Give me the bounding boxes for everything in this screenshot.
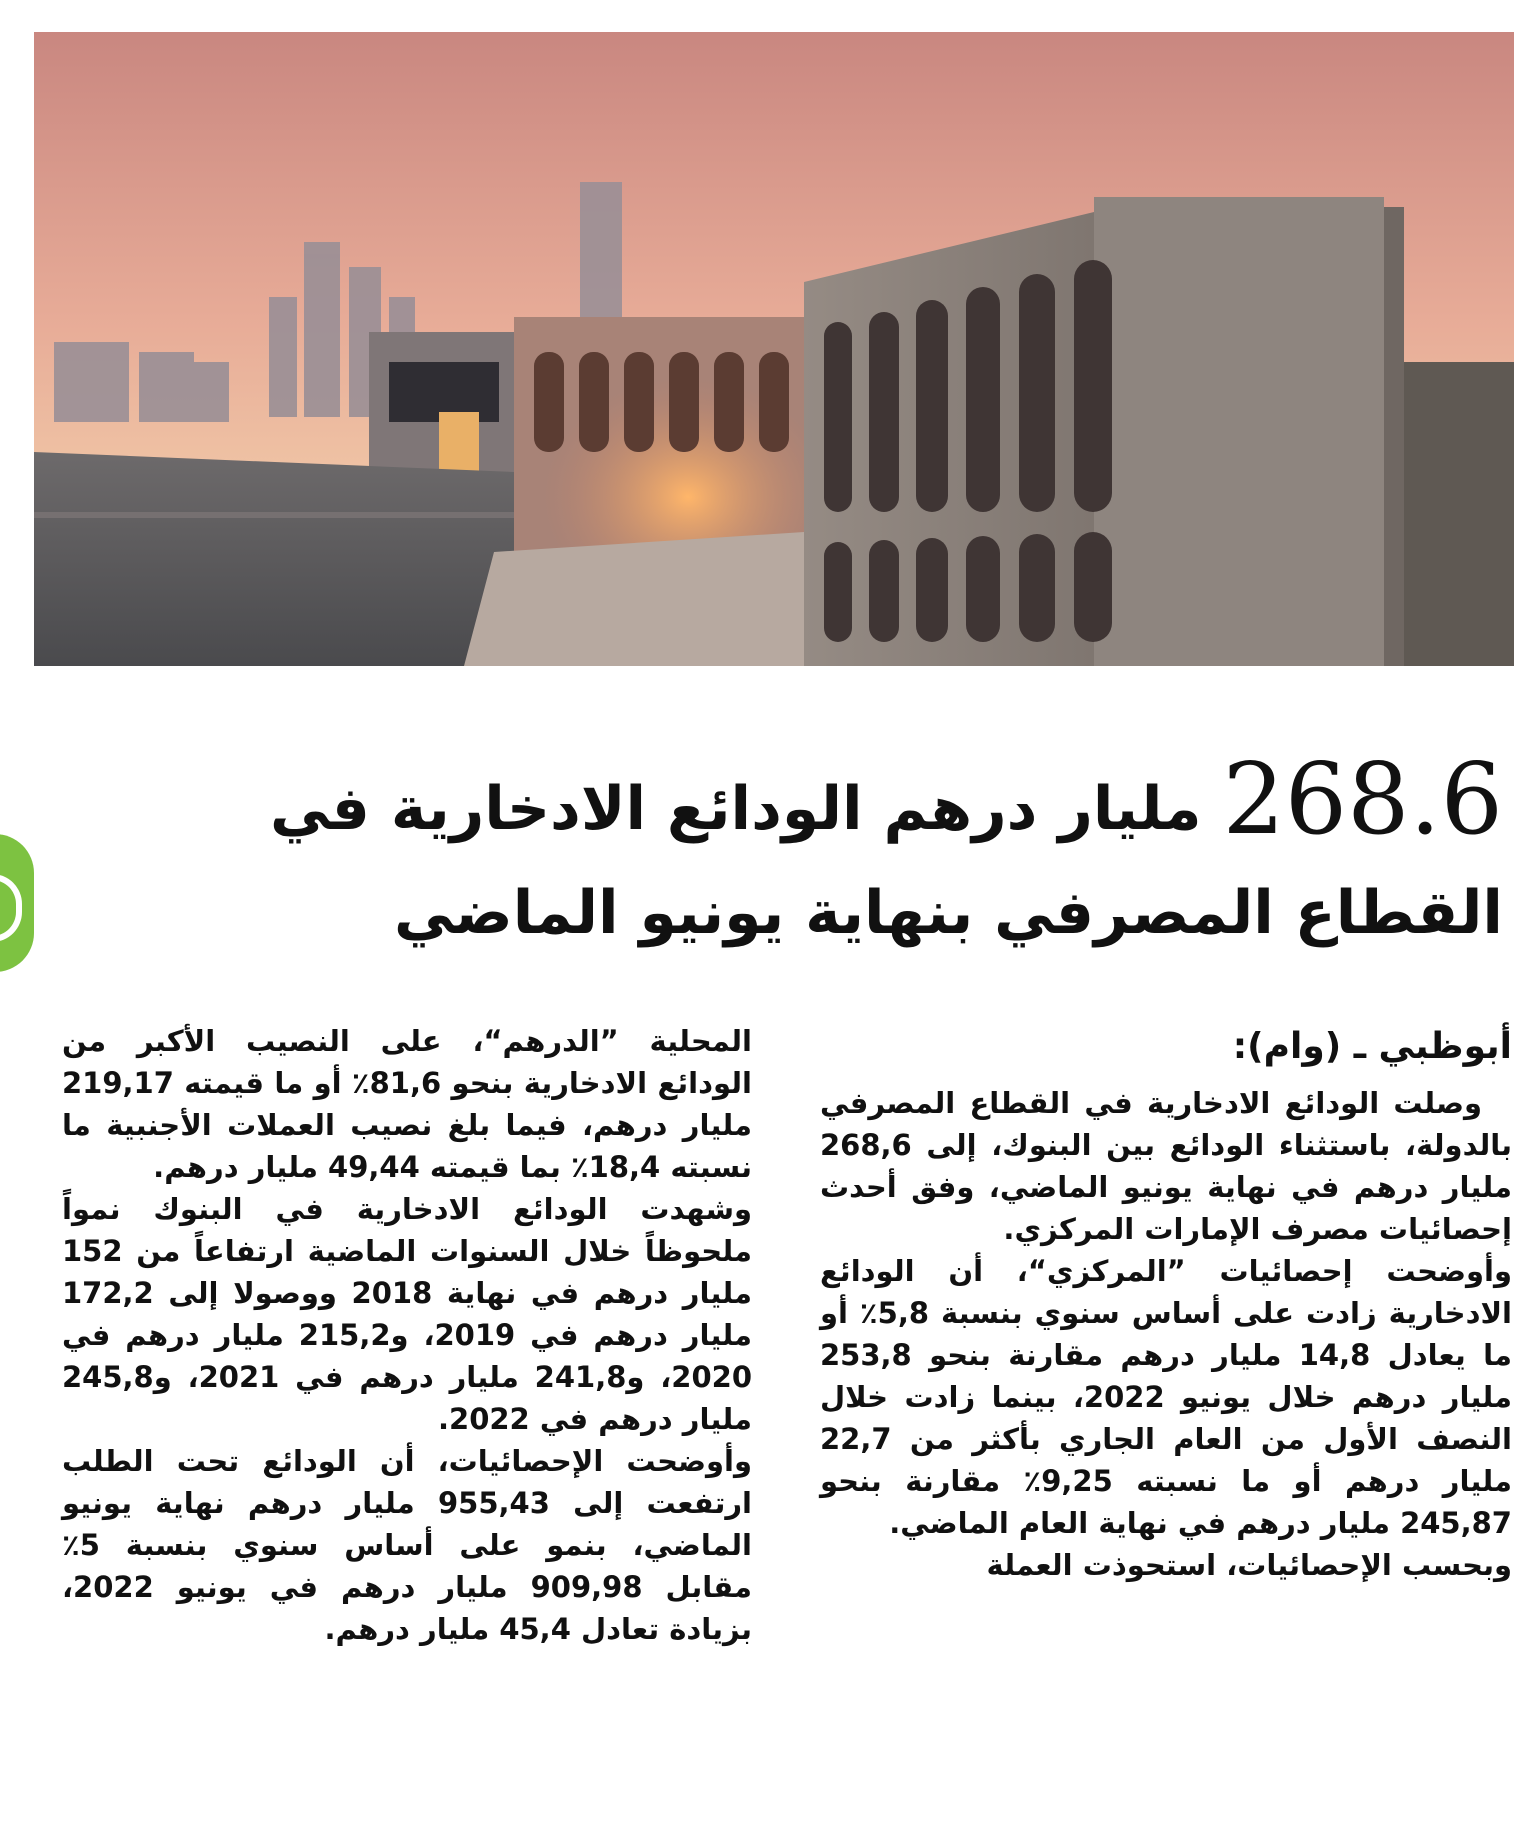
paragraph: وبحسب الإحصائيات، استحوذت العملة <box>986 1548 1512 1582</box>
paragraph: وأوضحت الإحصائيات، أن الودائع تحت الطلب ارتفعت إلى 955,43 مليار درهم نهاية يونيو الماضي، بنمو على أساس سنوي بنسبة 5٪ مقابل 909,98 مليار درهم في يونيو 2022، بزيادة تعادل 45,4 مليار درهم. <box>62 1444 752 1646</box>
paragraph: وأوضحت إحصائيات ”المركزي“، أن الودائع الادخارية زادت على أساس سنوي بنسبة 5,8٪ أو ما يعادل 14,8 مليار درهم مقارنة بنحو 253,8 مليار درهم خلال يونيو 2022، بينما زادت خلال النصف الأول من العام الجاري بأكثر من 22,7 مليار درهم أو ما نسبته 9,25٪ مقارنة بنحو 245,87 مليار درهم في نهاية العام الماضي. <box>820 1254 1512 1540</box>
paragraph: وصلت الودائع الادخارية في القطاع المصرفي بالدولة، باستثناء الودائع بين البنوك، إلى 268,6 مليار درهم في نهاية يونيو الماضي، وفق أحدث إحصائيات مصرف الإمارات المركزي. <box>820 1086 1512 1246</box>
paragraph: وشهدت الودائع الادخارية في البنوك نمواً ملحوظاً خلال السنوات الماضية ارتفاعاً من 152 مليار درهم في نهاية 2018 ووصولا إلى 172,2 مليار درهم في 2019، و215,2 مليار درهم في 2020، و241,8 مليار درهم في 2021، و245,8 مليار درهم في 2022. <box>62 1192 753 1436</box>
headline-number: 268.6 <box>1222 743 1503 857</box>
article-photo <box>34 32 1514 666</box>
article-column-left <box>62 1020 752 1650</box>
headline <box>60 743 1503 965</box>
article-column-right <box>820 1020 1512 1586</box>
headline-line-2: القطاع المصرفي بنهاية يونيو الماضي <box>394 878 1503 948</box>
headline-line-1 <box>60 743 1503 861</box>
dateline: أبوظبي ـ (وام): <box>1232 1026 1512 1067</box>
section-tab-icon <box>0 834 34 972</box>
paragraph: المحلية ”الدرهم“، على النصيب الأكبر من الودائع الادخارية بنحو 81,6٪ أو ما قيمته 219,17 مليار درهم، فيما بلغ نصيب العملات الأجنبية ما نسبته 18,4٪ بما قيمته 49,44 مليار درهم. <box>62 1024 752 1184</box>
headline-line-1-text: مليار درهم الودائع الادخارية في <box>269 774 1223 844</box>
central-bank-building-photo <box>34 32 1514 666</box>
